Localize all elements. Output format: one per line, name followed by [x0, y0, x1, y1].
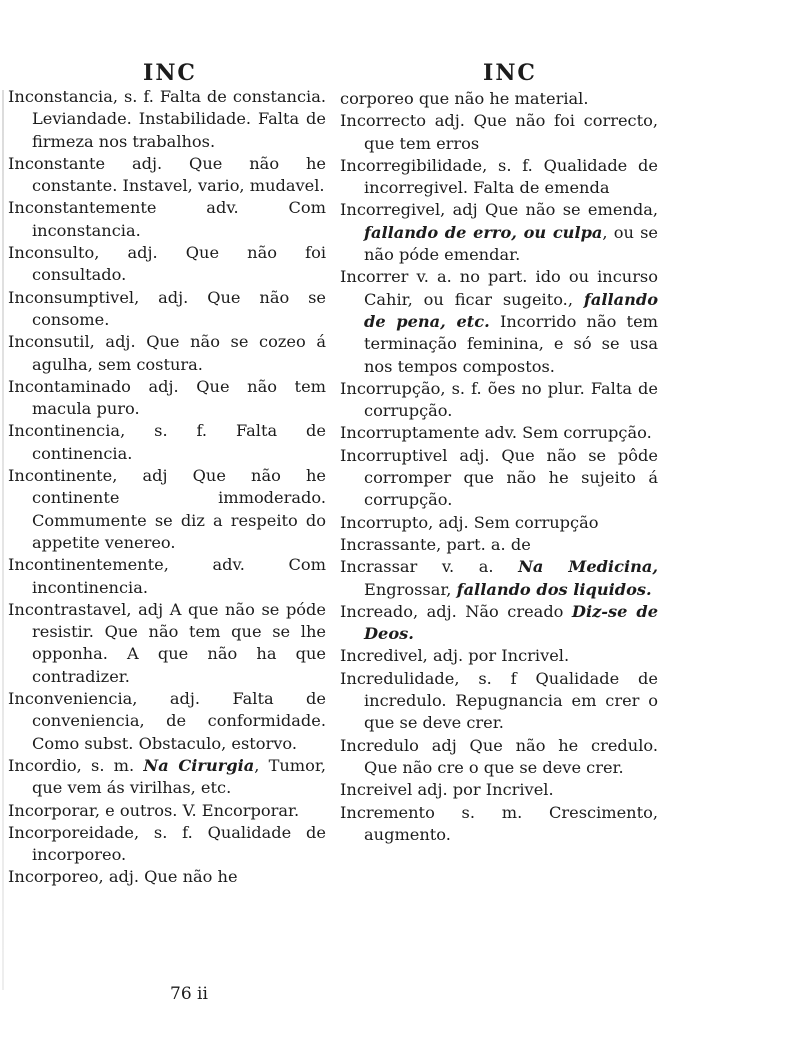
definition-text: , Tumor, que vem ás virilhas, etc. — [32, 755, 327, 798]
dictionary-entry — [8, 153, 326, 198]
italic-gloss: fallando de erro, ou culpa — [364, 222, 603, 242]
definition-text: adv. Sem corrupção. — [479, 423, 652, 443]
headword: Inconstantemente — [8, 198, 157, 218]
dictionary-entry — [8, 287, 326, 332]
headword: Inconstante — [8, 153, 106, 173]
dictionary-entry — [340, 199, 658, 266]
dictionary-entry — [340, 534, 658, 556]
headword: Incorporeidade — [8, 822, 134, 842]
definition-text: , adj. Que não foi consultado. — [32, 243, 326, 285]
definition-text: , part. a. de — [436, 534, 531, 554]
definition-text: , adj. Que não se cozeo á agulha, sem costura. — [32, 332, 326, 374]
definition-text: , s. f. ões no plur. Falta de corrupção. — [364, 378, 658, 421]
headword: Incremento — [340, 802, 435, 822]
dictionary-entry — [340, 735, 658, 780]
headword: Incorruptivel — [340, 445, 448, 465]
definition-text: , s. f. Qualidade de incorporeo. — [32, 822, 326, 865]
definition-text: , ou se não póde emendar. — [364, 222, 658, 265]
dictionary-entry — [340, 668, 658, 735]
headword: Incredulidade — [340, 668, 455, 688]
dictionary-entry — [8, 376, 326, 421]
dictionary-entry — [340, 601, 658, 646]
dictionary-entry — [8, 197, 326, 242]
dictionary-entry — [8, 866, 326, 888]
italic-gloss: fallando de pena, etc. — [364, 289, 658, 331]
dictionary-entry — [340, 645, 658, 667]
dictionary-entry — [340, 556, 658, 601]
dictionary-entry — [8, 822, 326, 867]
headword: Incredulo — [340, 735, 419, 755]
definition-text: , adj A que não se póde resistir. Que não tem que se lhe opponha. A que não ha que contradizer. — [32, 599, 326, 686]
italic-gloss: fallando dos liquidos. — [456, 579, 652, 599]
dictionary-entry — [8, 688, 326, 755]
definition-text: , s. f Qualidade de incredulo. Repugnancia em crer o que se deve crer. — [364, 668, 658, 733]
headword: Incontrastavel — [8, 599, 127, 619]
dictionary-entry — [8, 800, 326, 822]
dictionary-entry — [8, 242, 326, 287]
right-column — [340, 88, 658, 846]
italic-gloss: Na Cirurgia — [143, 755, 255, 775]
definition-text: Engrossar, — [364, 579, 457, 599]
dictionary-entry — [340, 155, 658, 200]
definition-text: adj Que não he credulo. Que não cre o que se deve crer. — [364, 735, 658, 777]
definition-text: , s. m. — [76, 755, 144, 775]
headword: Incontinentemente — [8, 555, 164, 575]
dictionary-entry — [340, 378, 658, 423]
definition-text: adv. Com inconstancia. — [32, 198, 326, 240]
headword: Incorrecto — [340, 111, 427, 131]
headword: Inconsumptivel — [8, 287, 135, 307]
headword: Inconveniencia — [8, 689, 133, 709]
definition-text: adj. Que não tem macula puro. — [32, 376, 326, 419]
definition-text: v. a. — [417, 557, 519, 577]
dictionary-entry — [340, 512, 658, 534]
definition-text: , adj. por Incrivel. — [422, 646, 570, 666]
headword: Increivel — [340, 780, 413, 800]
headword: Incorregibilidade — [340, 155, 483, 175]
headword: Incorporar — [8, 800, 95, 820]
headword: Incorrer — [340, 267, 409, 287]
definition-text: Incorrido não tem terminação feminina, e só se usa nos tempos compostos. — [364, 311, 658, 376]
dictionary-entry — [8, 755, 326, 800]
dictionary-entry — [8, 86, 326, 153]
dictionary-entry — [340, 110, 658, 155]
scan-edge — [2, 90, 4, 990]
definition-text: , s. f. Falta de continencia. — [32, 421, 326, 463]
definition-text: s. m. Crescimento, augmento. — [364, 802, 658, 844]
definition-text: , adj. Que não se consome. — [32, 287, 326, 329]
headword: Incontinencia — [8, 421, 121, 441]
headword: Incrassar — [340, 557, 418, 577]
definition-text: adj. Que não he constante. Instavel, vario, mudavel. — [32, 153, 326, 196]
definition-text: , s. f. Falta de constancia. Leviandade. Instabilidade. Falta de firmeza nos trabalhos. — [32, 87, 326, 151]
headword: Inconstancia — [8, 87, 113, 106]
dictionary-entry — [8, 465, 326, 554]
definition-text: adj. por Incrivel. — [412, 780, 554, 800]
definition-text: , adj. Não creado — [412, 601, 572, 621]
definition-text: , adj Que não se emenda, — [440, 200, 658, 220]
left-column — [8, 86, 326, 889]
headword: Incredivel — [340, 646, 423, 666]
definition-text: , e outros. V. Encorporar. — [94, 800, 300, 820]
dictionary-entry — [340, 422, 658, 444]
headword: Incordio — [8, 755, 77, 775]
dictionary-entry — [8, 420, 326, 465]
definition-text: , adv. Com incontinencia. — [32, 555, 326, 597]
headword: Incorrupto — [340, 512, 429, 532]
dictionary-entry — [340, 266, 658, 377]
definition-text: , adj. Que não he — [98, 867, 238, 887]
italic-gloss: Diz-se de Deos. — [364, 601, 659, 644]
dictionary-entry — [340, 445, 658, 512]
headword: Incorrupção — [340, 378, 441, 398]
headword: Incorporeo — [8, 867, 99, 887]
running-header-right: INC — [483, 60, 537, 86]
definition-text: v. a. no part. ido ou incurso Cahir, ou ficar sugeito., — [364, 267, 658, 309]
headword: Incorruptamente — [340, 423, 480, 443]
headword: Incrassante — [340, 534, 437, 554]
headword: Incontaminado — [8, 376, 131, 396]
dictionary-entry — [8, 599, 326, 688]
dictionary-entry — [8, 331, 326, 376]
definition-text: corporeo que não he material. — [340, 89, 589, 108]
page-footer-signature: 76 ii — [170, 984, 208, 1004]
definition-text: adj. Que não se pôde corromper que não he sujeito á corrupção. — [364, 445, 658, 510]
definition-text: adj. Que não foi correcto, que tem erros — [364, 111, 658, 153]
headword: Inconsutil — [8, 332, 90, 352]
dictionary-entry — [340, 779, 658, 801]
headword: Incorregivel — [340, 200, 441, 220]
definition-text: , adj Que não he continente immoderado. Commumente se diz a respeito do appetite venereo. — [32, 466, 326, 552]
headword: Increado — [340, 601, 413, 621]
dictionary-entry — [340, 802, 658, 847]
definition-text: , adj. Sem corrupção — [428, 512, 599, 532]
headword: Inconsulto — [8, 243, 95, 263]
running-header-left: INC — [143, 60, 197, 86]
italic-gloss: Na Medicina, — [518, 557, 658, 577]
definition-text: , adj. Falta de conveniencia, de conformidade. Como subst. Obstaculo, estorvo. — [32, 689, 326, 753]
definition-text: , s. f. Qualidade de incorregivel. Falta de emenda — [364, 155, 658, 198]
headword: Incontinente — [8, 466, 113, 486]
dictionary-entry — [340, 88, 658, 110]
dictionary-entry — [8, 554, 326, 599]
